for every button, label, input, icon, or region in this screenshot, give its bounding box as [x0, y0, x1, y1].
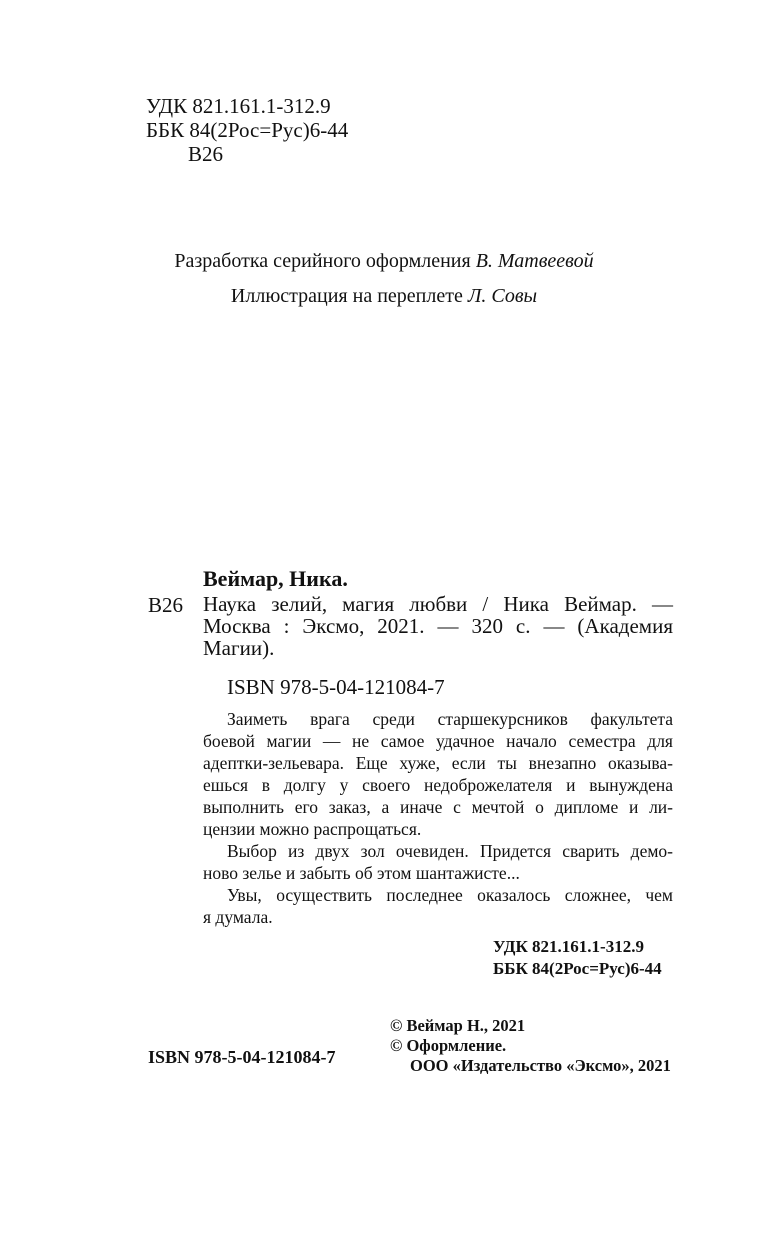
- design-credit-person: В. Матвеевой: [475, 250, 594, 272]
- biblio-line: Магии).: [203, 636, 275, 660]
- bbk-code-bottom: ББК 84(2Рос=Рус)6-44: [493, 959, 662, 978]
- annotation: [203, 708, 673, 928]
- biblio-line: Москва : Эксмо, 2021. — 320 с. — (Академия: [203, 614, 673, 638]
- author-mark: В26: [188, 142, 224, 166]
- bottom-isbn: ISBN 978-5-04-121084-7: [148, 1047, 336, 1067]
- bottom-classification-codes: [493, 936, 662, 980]
- entry-author: Веймар, Ника.: [203, 566, 348, 591]
- bibliographic-description: [203, 593, 673, 659]
- annotation-line: я думала.: [203, 907, 273, 927]
- series-design-credit: [0, 250, 768, 273]
- annotation-line: цензии можно распрощаться.: [203, 819, 422, 839]
- annotation-line: Увы, осуществить последнее оказалось сложнее, чем: [227, 885, 673, 905]
- udk-code-bottom: УДК 821.161.1-312.9: [493, 937, 644, 956]
- illustration-credit-person: Л. Совы: [467, 285, 538, 307]
- annotation-line: боевой магии — не самое удачное начало семестра для: [203, 731, 673, 751]
- annotation-line: ешься в долгу у своего недоброжелателя и вынуждена: [203, 775, 673, 795]
- illustration-credit: [0, 285, 768, 308]
- top-classification-codes: [146, 94, 348, 166]
- entry-isbn: ISBN 978-5-04-121084-7: [227, 675, 445, 699]
- annotation-line: выполнить его заказ, а иначе с мечтой о дипломе и ли-: [203, 797, 673, 817]
- illustration-credit-prefix: Иллюстрация на переплете: [230, 285, 468, 307]
- copyright-publisher: ООО «Издательство «Эксмо», 2021: [410, 1056, 671, 1075]
- annotation-line: Выбор из двух зол очевиден. Придется сварить демо-: [227, 841, 673, 861]
- copyright-block: [390, 1016, 671, 1076]
- udk-code: УДК 821.161.1-312.9: [146, 94, 331, 118]
- annotation-line: Заиметь врага среди старшекурсников факультета: [227, 709, 673, 729]
- annotation-line: адептки-зельевара. Еще хуже, если ты внезапно оказыва-: [203, 753, 673, 773]
- biblio-line: Наука зелий, магия любви / Ника Веймар. —: [203, 592, 673, 616]
- copyright-design-label: © Оформление.: [390, 1036, 507, 1055]
- design-credit-prefix: Разработка серийного оформления: [174, 250, 476, 272]
- entry-code: В26: [148, 593, 184, 617]
- copyright-author: © Веймар Н., 2021: [390, 1016, 526, 1035]
- annotation-line: ново зелье и забыть об этом шантажисте...: [203, 863, 520, 883]
- bbk-code: ББК 84(2Рос=Рус)6-44: [146, 118, 349, 142]
